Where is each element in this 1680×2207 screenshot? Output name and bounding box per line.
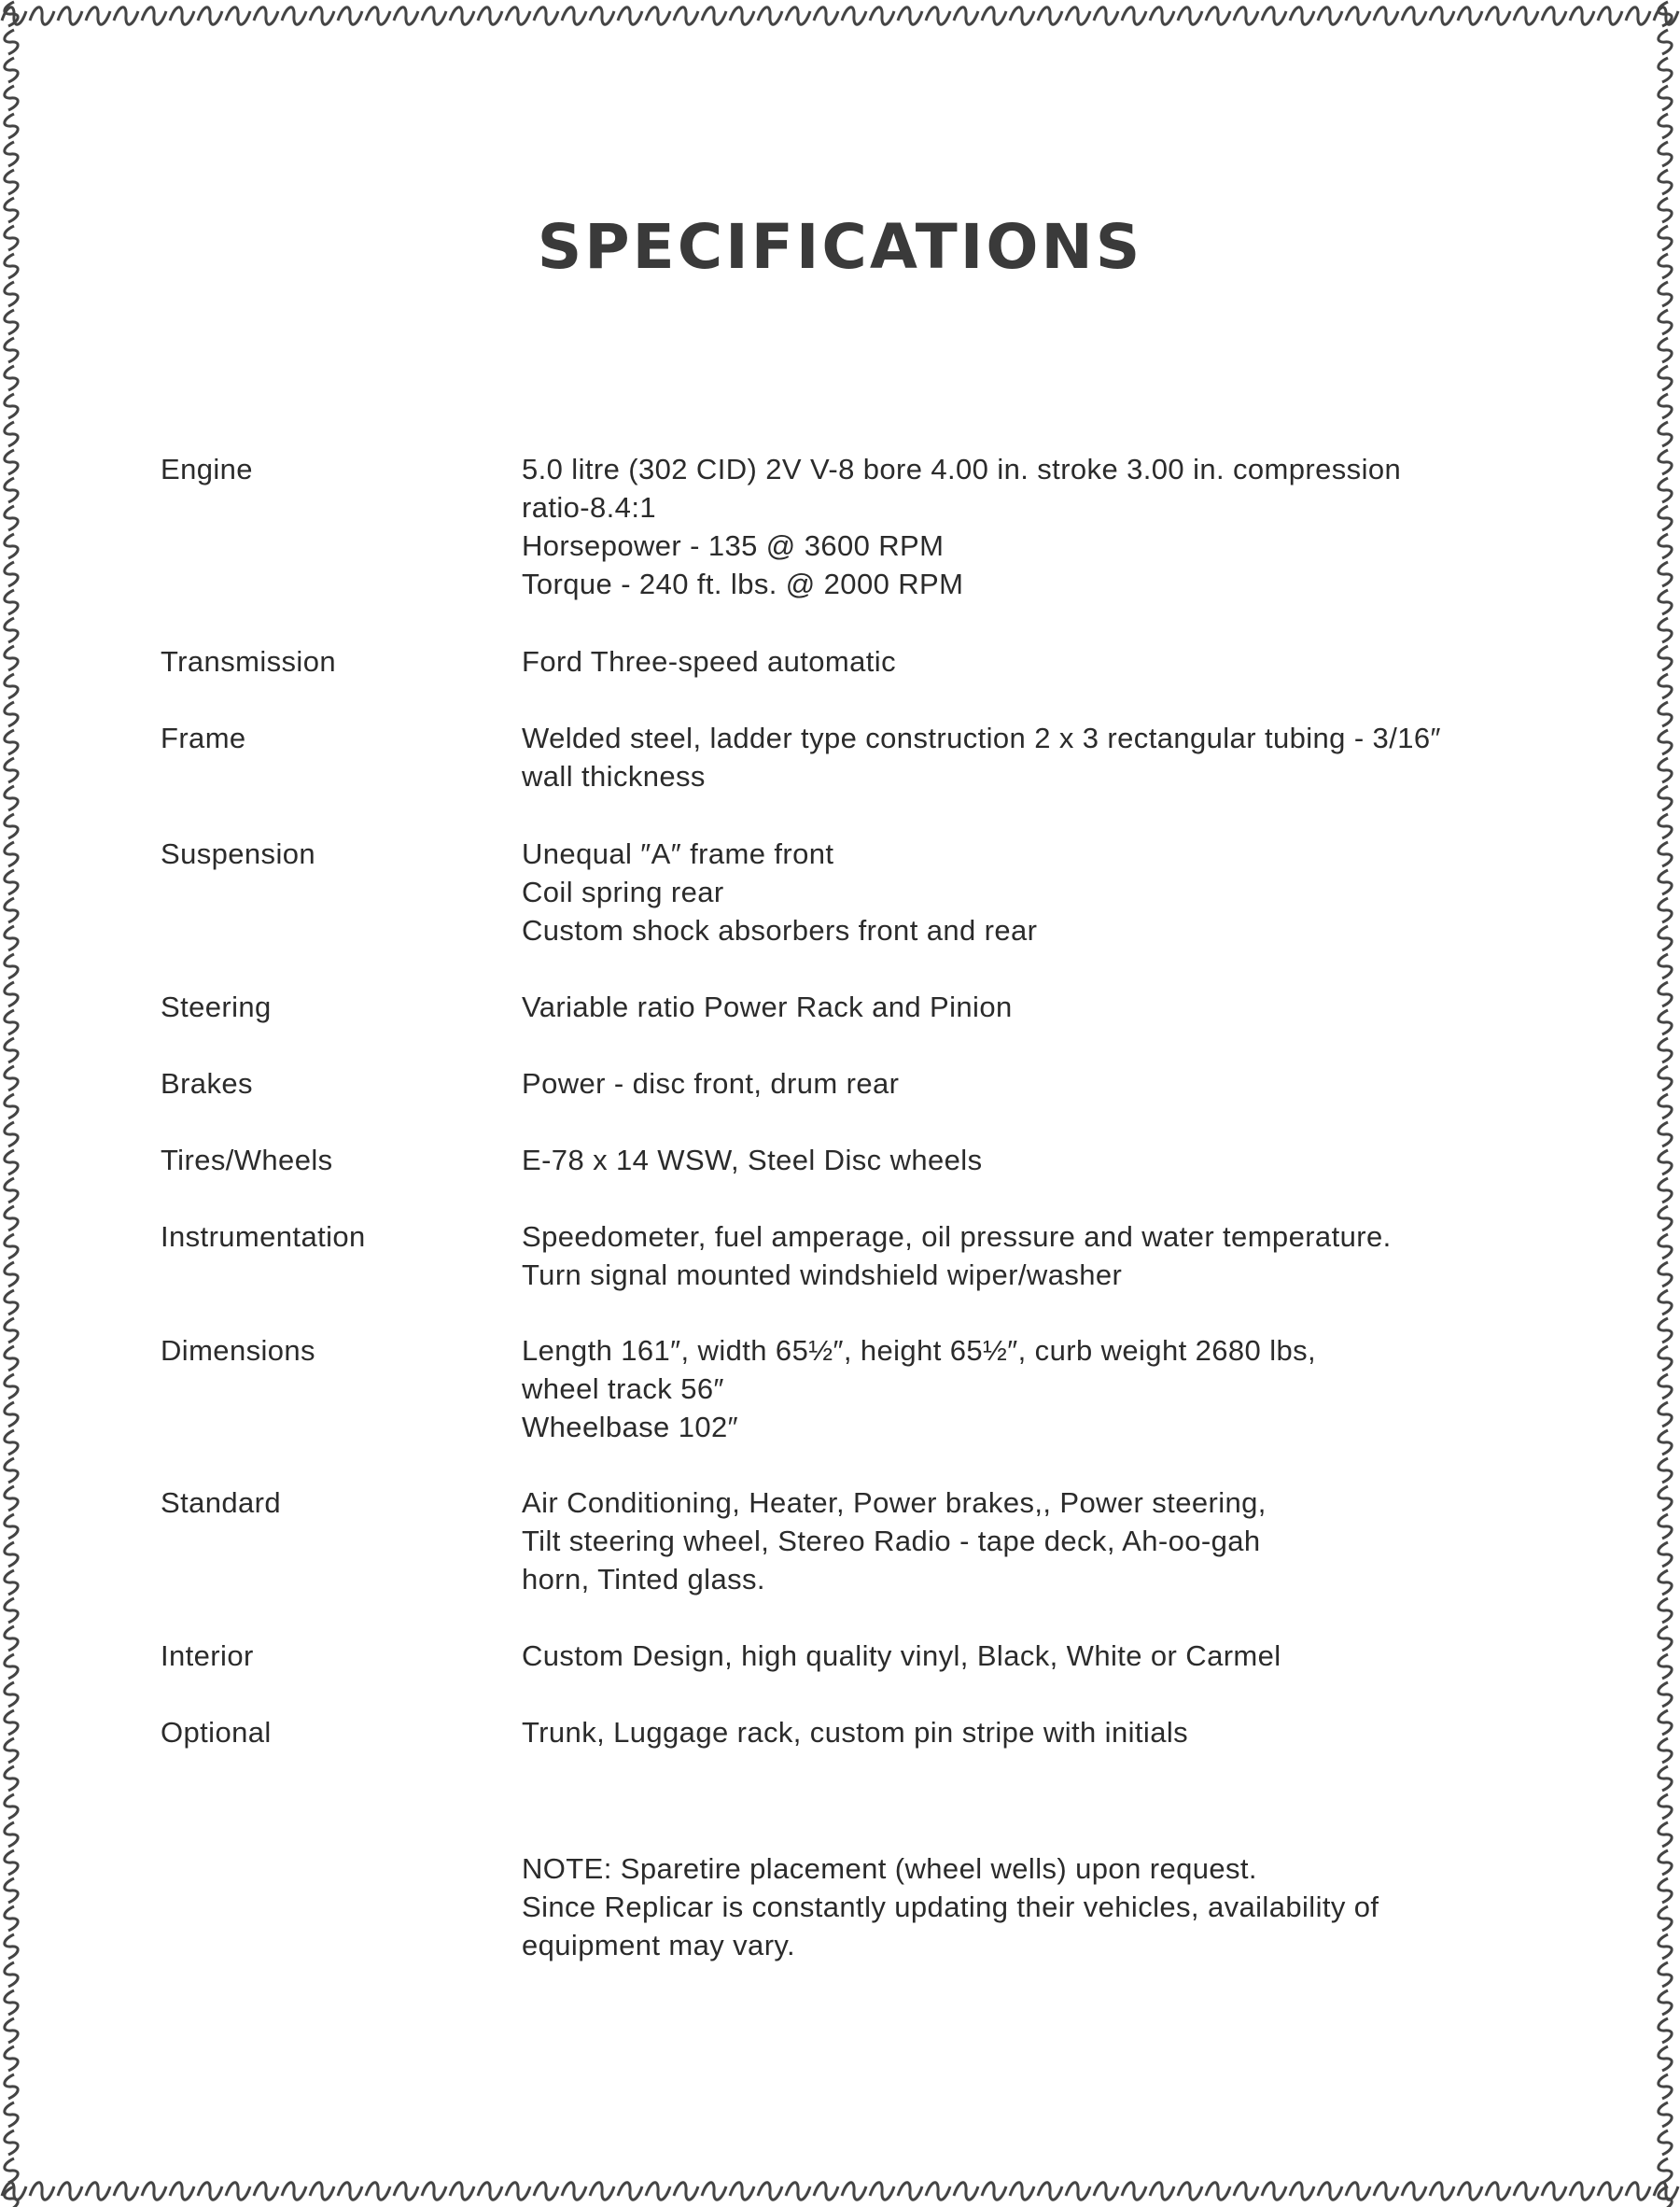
rope-border-right xyxy=(1654,0,1676,2207)
spec-label: Engine xyxy=(161,453,253,485)
spec-label: Steering xyxy=(161,991,272,1023)
spec-value xyxy=(522,1331,1542,1446)
spec-value xyxy=(522,835,1542,949)
spec-value-line: Custom Design, high quality vinyl, Black, White or Carmel xyxy=(522,1639,1281,1672)
spec-value-line: Tilt steering wheel, Stereo Radio - tape deck, Ah-oo-gah xyxy=(522,1525,1261,1557)
spec-row xyxy=(161,1713,1542,1751)
spec-value-line: Length 161″, width 65½″, height 65½″, curb weight 2680 lbs, xyxy=(522,1334,1317,1367)
spec-value-line: E-78 x 14 WSW, Steel Disc wheels xyxy=(522,1144,983,1176)
spec-value-line: Air Conditioning, Heater, Power brakes,, Power steering, xyxy=(522,1486,1267,1519)
spec-label: Tires/Wheels xyxy=(161,1144,333,1176)
spec-value-line: Ford Three-speed automatic xyxy=(522,645,896,678)
spec-value-line: Power - disc front, drum rear xyxy=(522,1067,900,1100)
spec-value-line: Variable ratio Power Rack and Pinion xyxy=(522,991,1013,1023)
spec-row xyxy=(161,1637,1542,1675)
spec-label: Instrumentation xyxy=(161,1220,366,1253)
spec-label: Brakes xyxy=(161,1067,253,1100)
spec-row xyxy=(161,1331,1542,1446)
spec-row xyxy=(161,450,1542,603)
spec-row xyxy=(161,1483,1542,1598)
spec-label: Dimensions xyxy=(161,1334,315,1367)
spec-row xyxy=(161,1217,1542,1294)
spec-value-line: Turn signal mounted windshield wiper/washer xyxy=(522,1258,1123,1291)
spec-value xyxy=(522,1483,1542,1598)
spec-value xyxy=(522,642,1542,681)
spec-value-line: Custom shock absorbers front and rear xyxy=(522,914,1038,947)
spec-label: Frame xyxy=(161,722,246,754)
spec-value xyxy=(522,450,1542,603)
spec-value-line: ratio-8.4:1 xyxy=(522,491,656,524)
spec-value-line: Coil spring rear xyxy=(522,876,724,908)
spec-row xyxy=(161,642,1542,681)
note-line: NOTE: Sparetire placement (wheel wells) upon request. xyxy=(522,1852,1257,1885)
spec-value-line: wheel track 56″ xyxy=(522,1372,724,1405)
spec-row xyxy=(161,719,1542,795)
spec-row xyxy=(161,1064,1542,1103)
spec-value xyxy=(522,719,1542,795)
spec-value xyxy=(522,1064,1542,1103)
spec-value-line: Torque - 240 ft. lbs. @ 2000 RPM xyxy=(522,568,964,600)
rope-border-left xyxy=(0,0,22,2207)
spec-value-line: wall thickness xyxy=(522,760,706,793)
note-line: equipment may vary. xyxy=(522,1929,796,1961)
spec-label: Suspension xyxy=(161,837,316,870)
spec-value xyxy=(522,1637,1542,1675)
rope-border-bottom xyxy=(0,2175,1680,2207)
spec-value xyxy=(522,1217,1542,1294)
spec-row xyxy=(161,988,1542,1026)
rope-border-top xyxy=(0,0,1680,32)
spec-label: Transmission xyxy=(161,645,336,678)
spec-label: Interior xyxy=(161,1639,254,1672)
spec-value-line: 5.0 litre (302 CID) 2V V-8 bore 4.00 in. stroke 3.00 in. compression xyxy=(522,453,1402,485)
spec-value xyxy=(522,988,1542,1026)
spec-row xyxy=(161,1141,1542,1179)
spec-value xyxy=(522,1713,1542,1751)
spec-value-line: Speedometer, fuel amperage, oil pressure and water temperature. xyxy=(522,1220,1392,1253)
spec-label: Standard xyxy=(161,1486,282,1519)
spec-value-line: Horsepower - 135 @ 3600 RPM xyxy=(522,529,945,562)
spec-value-line: horn, Tinted glass. xyxy=(522,1563,765,1596)
note-block xyxy=(522,1849,1379,1964)
spec-label: Optional xyxy=(161,1716,272,1749)
spec-value-line: Trunk, Luggage rack, custom pin stripe with initials xyxy=(522,1716,1189,1749)
spec-value-line: Wheelbase 102″ xyxy=(522,1411,738,1443)
spec-value xyxy=(522,1141,1542,1179)
spec-value-line: Welded steel, ladder type construction 2 x 3 rectangular tubing - 3/16″ xyxy=(522,722,1441,754)
spec-row xyxy=(161,835,1542,949)
spec-value-line: Unequal ″A″ frame front xyxy=(522,837,834,870)
page-title: SPECIFICATIONS xyxy=(537,211,1143,283)
note-line: Since Replicar is constantly updating their vehicles, availability of xyxy=(522,1891,1379,1923)
